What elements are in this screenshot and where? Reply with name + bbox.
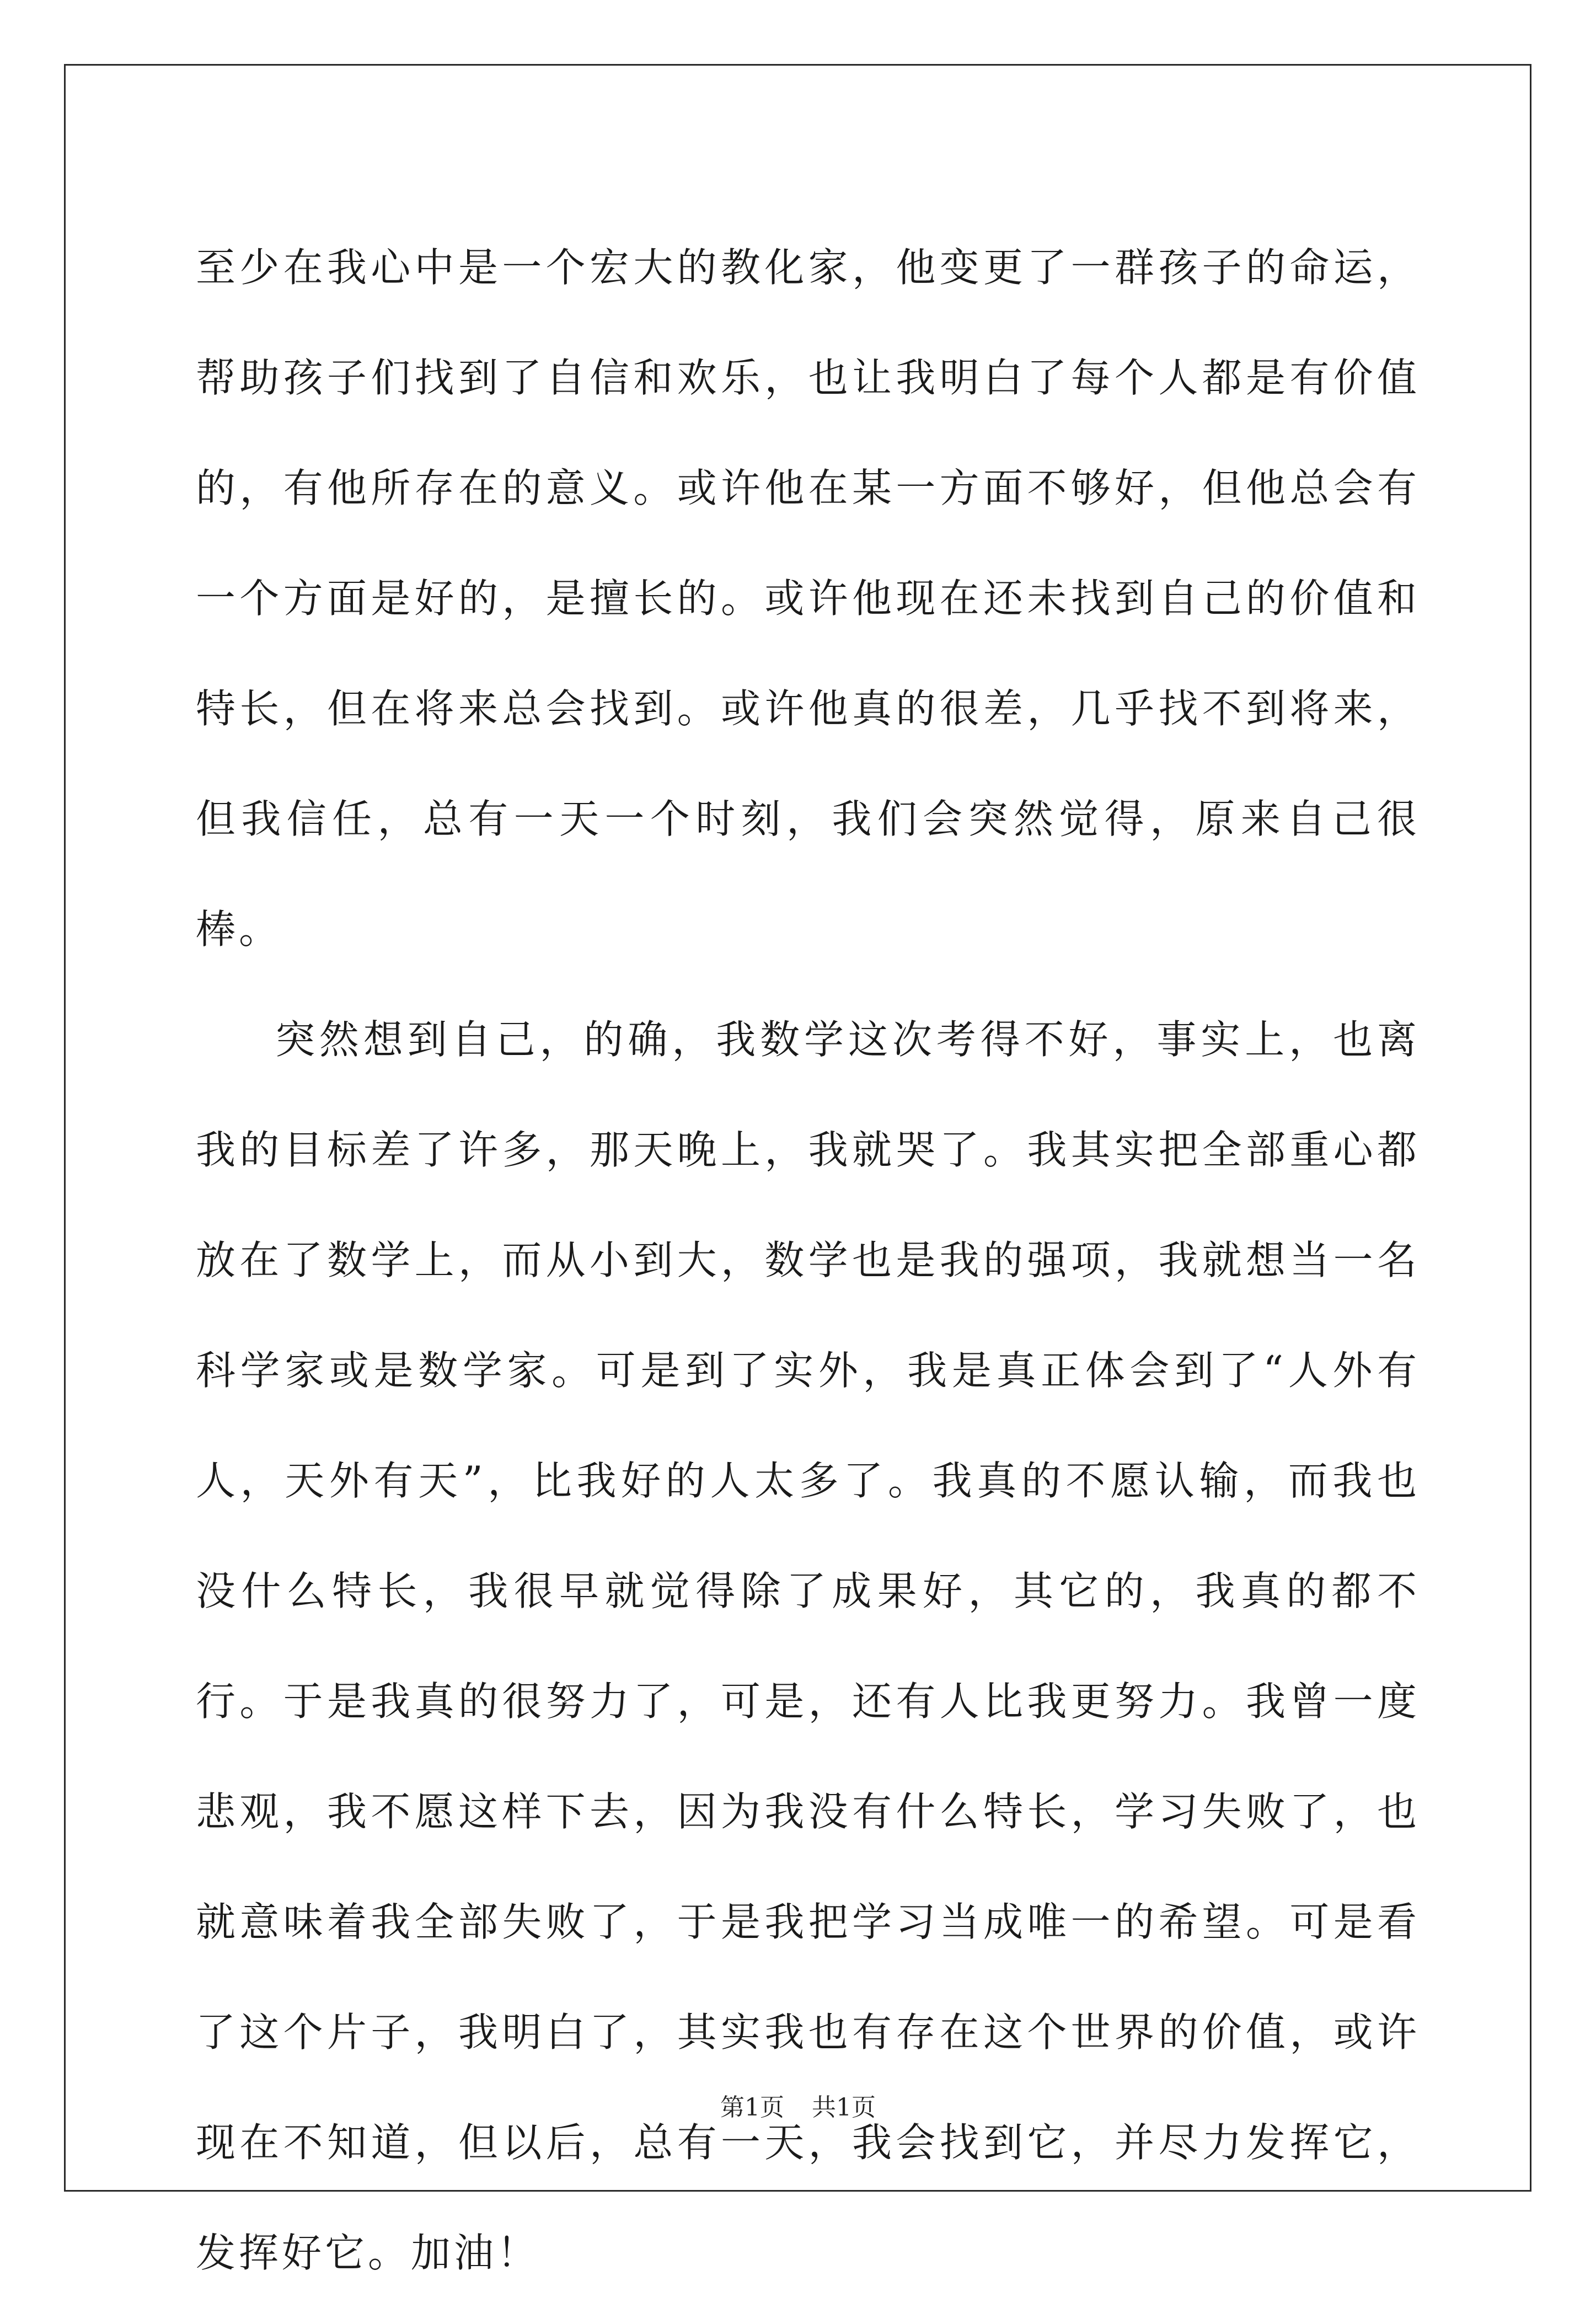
document-body bbox=[196, 212, 1420, 2308]
page-number-current: 第1页 bbox=[720, 2093, 784, 2122]
paragraph-2: 突然想到自己，的确，我数学这次考得不好，事实上，也离我的目标差了许多，那天晚上，我就哭了。我其实把全部重心都放在了数学上，而从小到大，数学也是我的强项，我就想当一名科学家或是数学家。可是到了实外，我是真正体会到了“人外有人，天外有天”，比我好的人太多了。我真的不愿认输，而我也没什么特长，我很早就觉得除了成果好，其它的，我真的都不行。于是我真的很努力了，可是，还有人比我更努力。我曾一度悲观，我不愿这样下去，因为我没有什么特长，学习失败了，也就意味着我全部失败了，于是我把学习当成唯一的希望。可是看了这个片子，我明白了，其实我也有存在这个世界的价值，或许现在不知道，但以后，总有一天，我会找到它，并尽力发挥它，发挥好它。加油！ bbox=[196, 1016, 1420, 2276]
paragraph-1: 至少在我心中是一个宏大的教化家，他变更了一群孩子的命运，帮助孩子们找到了自信和欢乐，也让我明白了每个人都是有价值的，有他所存在的意义。或许他在某一方面不够好，但他总会有一个方面是好的，是擅长的。或许他现在还未找到自己的价值和特长，但在将来总会找到。或许他真的很差，几乎找不到将来，但我信任，总有一天一个时刻，我们会突然觉得，原来自己很棒。 bbox=[196, 244, 1420, 952]
page-footer bbox=[0, 2091, 1596, 2124]
page-number-total: 共1页 bbox=[812, 2093, 876, 2122]
